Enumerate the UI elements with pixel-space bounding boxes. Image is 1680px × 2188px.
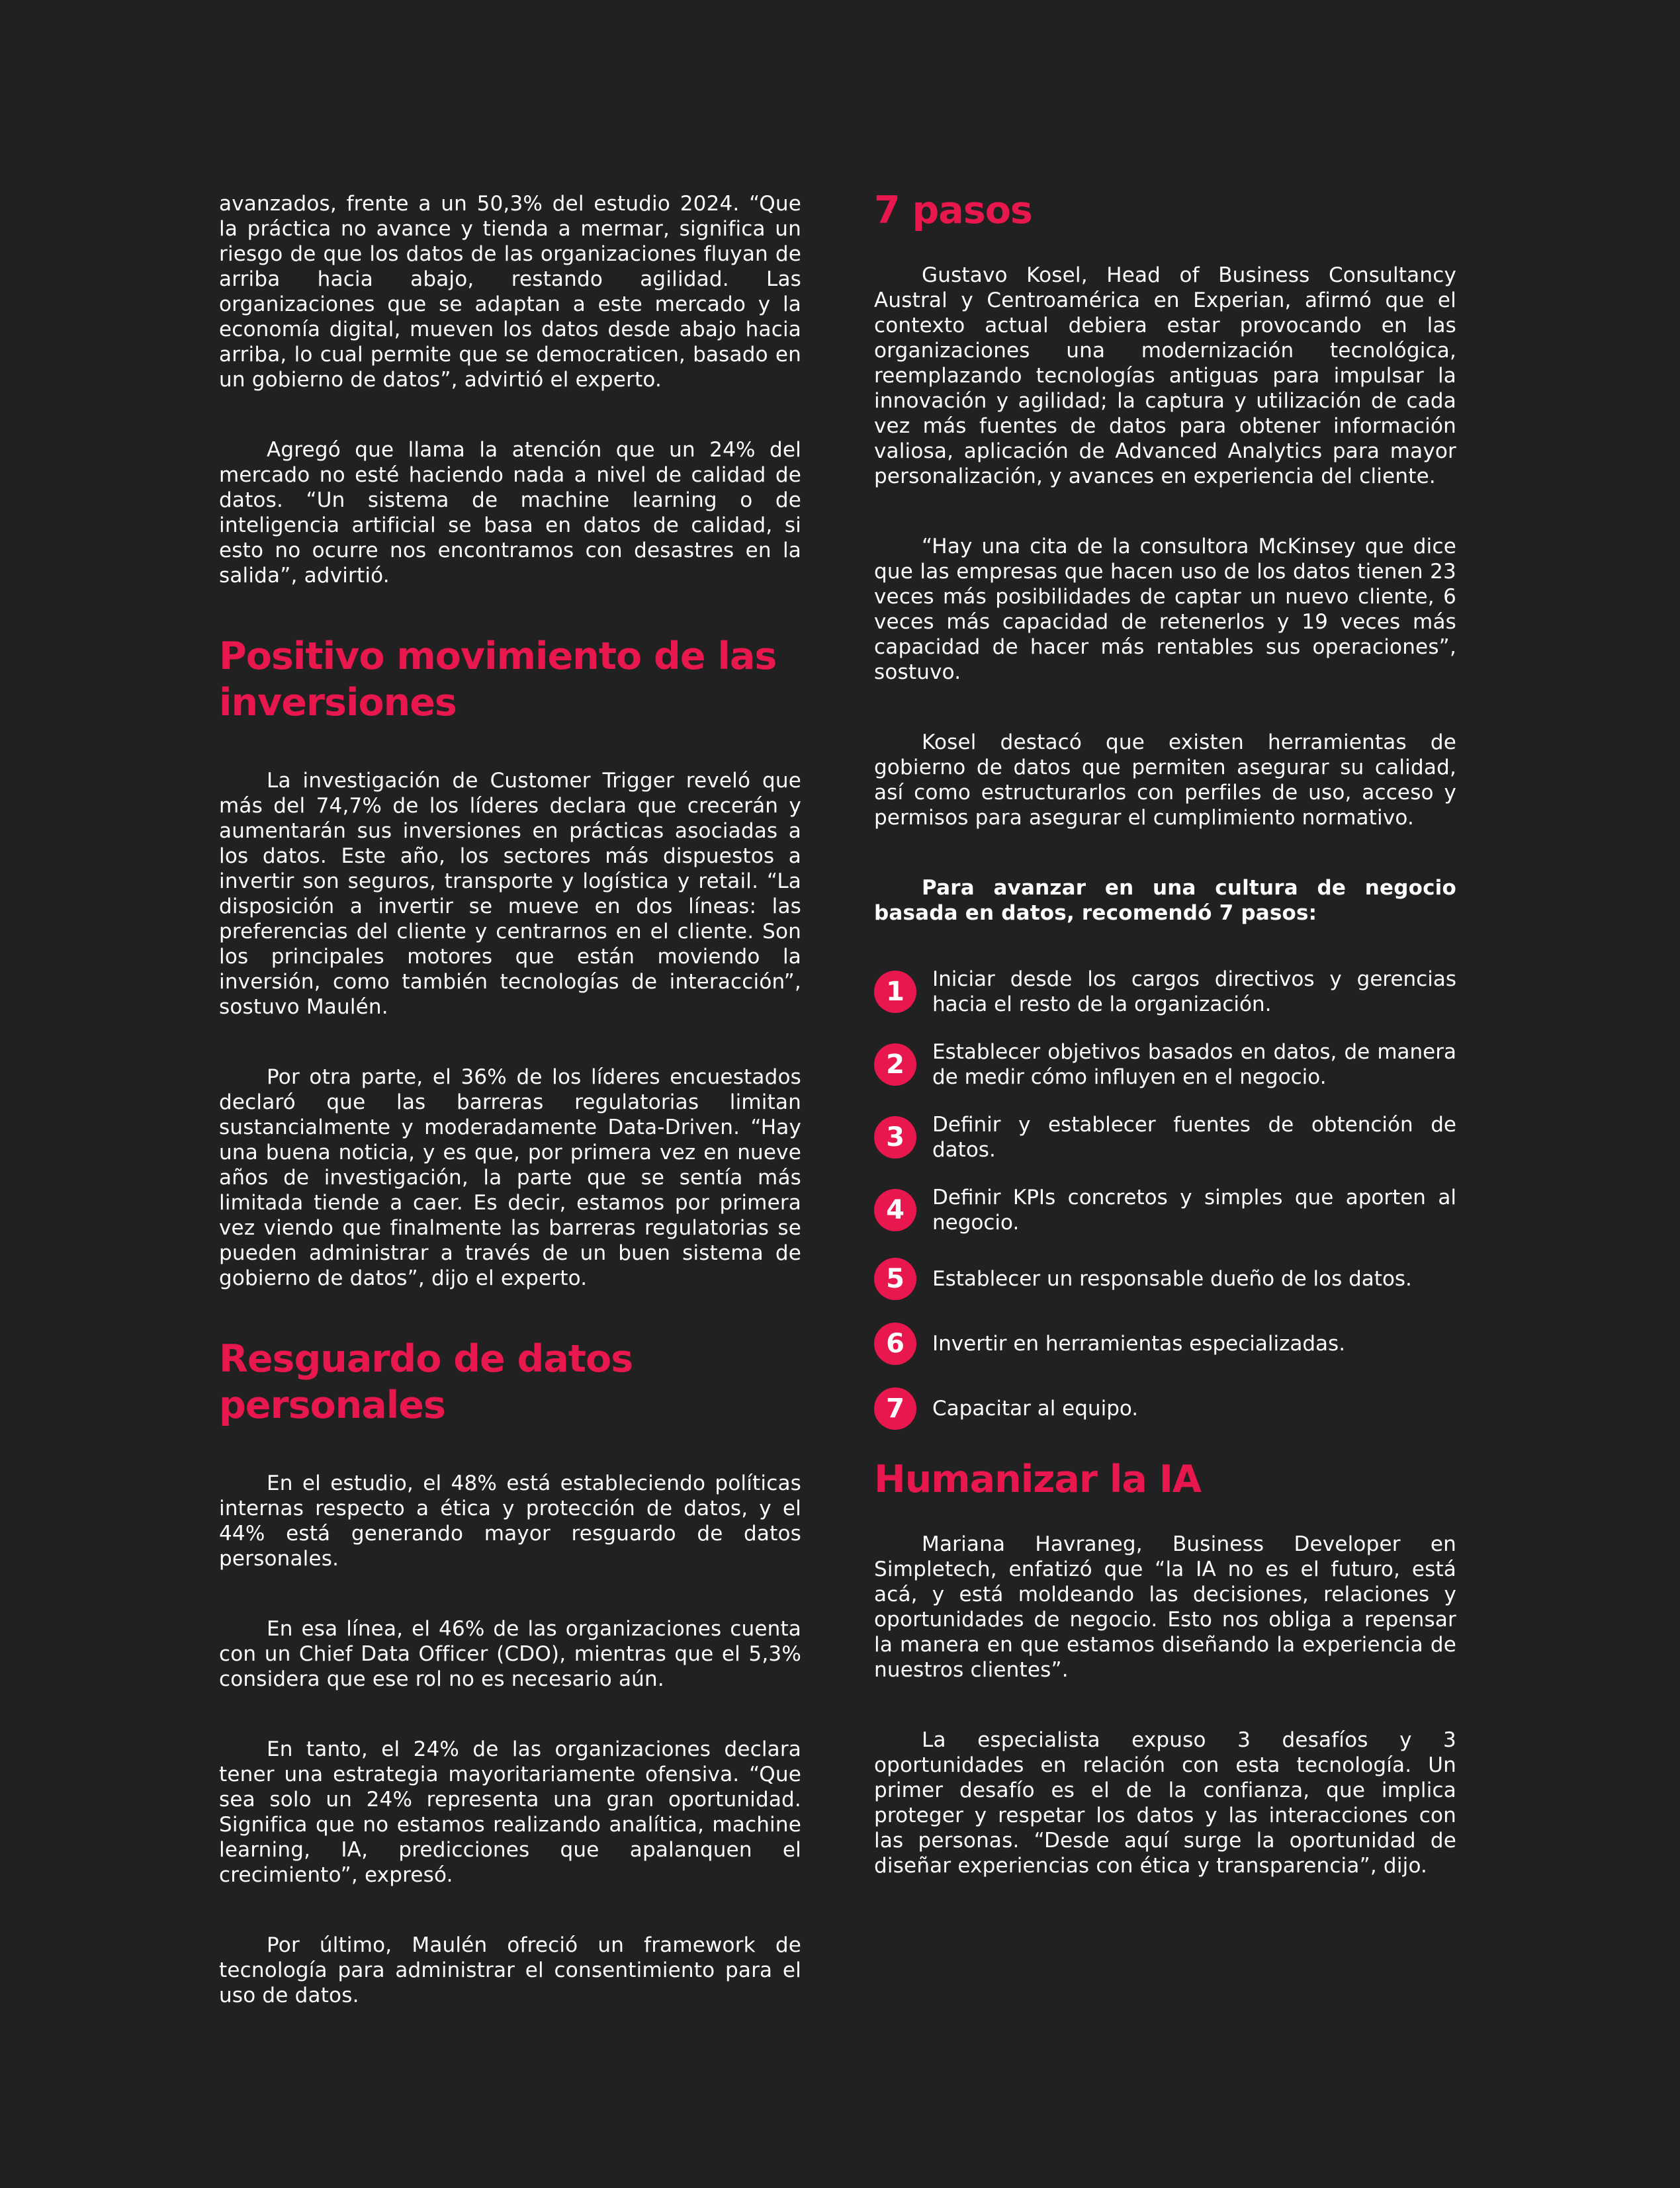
section-heading-privacy: Resguardo de datos personales [219, 1337, 633, 1427]
paragraph: Gustavo Kosel, Head of Business Consultancy Austral y Centroamérica en Experian, afirmó que el contexto actual debiera estar provocando en las organizaciones una modernización tecnológica, reemplazando tecnologías antiguas para impulsar la innovación y agilidad; la captura y utilización de cada vez más fuentes de datos para obtener información valiosa, aplicación de Advanced Analytics para mayor personalización, y avances en experiencia del cliente. [874, 263, 1456, 488]
section-heading-steps: 7 pasos [874, 189, 1032, 232]
list-item [874, 1387, 1456, 1430]
step-text: Iniciar desde los cargos directivos y gerencias hacia el resto de la organización. [932, 967, 1456, 1016]
paragraph: Por otra parte, el 36% de los líderes encuestados declaró que las barreras regulatorias limitan sustancialmente y moderadamente Data-Driven. “Hay una buena noticia, y es que, por primera vez en nueve años de investigación, la parte que se sentía más limitada tiende a caer. Es decir, estamos por primera vez viendo que finalmente las barreras regulatorias se pueden administrar a través de un buen sistema de gobierno de datos”, dijo el experto. [219, 1065, 801, 1290]
section-heading-investments: Positivo movimiento de las inversiones [219, 635, 777, 724]
step-number-badge: 6 [874, 1323, 916, 1365]
paragraph: Kosel destacó que existen herramientas de gobierno de datos que permiten asegurar su calidad, así como estructurarlos con perfiles de uso, acceso y permisos para asegurar el cumplimiento normativo. [874, 730, 1456, 830]
paragraph: La especialista expuso 3 desafíos y 3 oportunidades en relación con esta tecnología. Un primer desafío es el de la confianza, que implica proteger y respetar los datos y las interacciones con las personas. “Desde aquí surge la oportunidad de diseñar experiencias con ética y transparencia”, dijo. [874, 1728, 1456, 1878]
step-text: Definir y establecer fuentes de obtención de datos. [932, 1113, 1456, 1162]
list-item [874, 1323, 1456, 1365]
paragraph: Mariana Havraneg, Business Developer en Simpletech, enfatizó que “la IA no es el futuro, está acá, y está moldeando las decisiones, relaciones y oportunidades de negocio. Esto nos obliga a repensar la manera en que estamos diseñando la experiencia de nuestros clientes”. [874, 1532, 1456, 1682]
list-item [874, 1185, 1456, 1235]
list-item [874, 1039, 1456, 1090]
paragraph: En el estudio, el 48% está estableciendo políticas internas respecto a ética y protección de datos, y el 44% está generando mayor resguardo de datos personales. [219, 1471, 801, 1571]
steps-intro: Para avanzar en una cultura de negocio basada en datos, recomendó 7 pasos: [874, 876, 1456, 925]
paragraph: En tanto, el 24% de las organizaciones declara tener una estrategia mayoritariamente ofensiva. “Que sea solo un 24% representa una gran oportunidad. Significa que no estamos realizando analítica, machine learning, IA, predicciones que apalanquen el crecimiento”, expresó. [219, 1737, 801, 1887]
list-item [874, 1258, 1456, 1300]
list-item [874, 967, 1456, 1017]
step-number-badge: 4 [874, 1189, 916, 1231]
step-number-badge: 1 [874, 971, 916, 1013]
step-number-badge: 3 [874, 1116, 916, 1159]
paragraph: Por último, Maulén ofreció un framework de tecnología para administrar el consentimiento para el uso de datos. [219, 1933, 801, 2007]
paragraph: En esa línea, el 46% de las organizaciones cuenta con un Chief Data Officer (CDO), mientras que el 5,3% considera que ese rol no es necesario aún. [219, 1617, 801, 1691]
paragraph: avanzados, frente a un 50,3% del estudio 2024. “Que la práctica no avance y tienda a mermar, significa un riesgo de que los datos de las organizaciones fluyan de arriba hacia abajo, restando agilidad. Las organizaciones que se adaptan a este mercado y la economía digital, mueven los datos desde abajo hacia arriba, lo cual permite que se democraticen, basado en un gobierno de datos”, advirtió el experto. [219, 192, 801, 392]
step-number-badge: 7 [874, 1387, 916, 1430]
step-text: Establecer un responsable dueño de los datos. [932, 1267, 1412, 1291]
right-column [874, 187, 1456, 1923]
steps-list [874, 967, 1456, 1430]
step-number-badge: 2 [874, 1043, 916, 1086]
section-heading-ai: Humanizar la IA [874, 1458, 1202, 1501]
paragraph: La investigación de Customer Trigger reveló que más del 74,7% de los líderes declara que crecerán y aumentarán sus inversiones en prácticas asociadas a los datos. Este año, los sectores más dispuestos a invertir son seguros, transporte y logística y retail. “La disposición a invertir se mueve en dos líneas: las preferencias del cliente y centrarnos en el cliente. Son los principales motores que están moviendo la inversión, como también tecnologías de interacción”, sostuvo Maulén. [219, 769, 801, 1019]
step-number-badge: 5 [874, 1258, 916, 1300]
step-text: Capacitar al equipo. [932, 1397, 1139, 1421]
step-text: Definir KPIs concretos y simples que aporten al negocio. [932, 1186, 1456, 1235]
list-item [874, 1112, 1456, 1162]
paragraph: Agregó que llama la atención que un 24% del mercado no esté haciendo nada a nivel de calidad de datos. “Un sistema de machine learning o de inteligencia artificial se basa en datos de calidad, si esto no ocurre nos encontramos con desastres en la salida”, advirtió. [219, 438, 801, 588]
step-text: Invertir en herramientas especializadas. [932, 1332, 1346, 1356]
step-text: Establecer objetivos basados en datos, de manera de medir cómo influyen en el negocio. [932, 1040, 1456, 1089]
paragraph: “Hay una cita de la consultora McKinsey que dice que las empresas que hacen uso de los datos tienen 23 veces más posibilidades de captar un nuevo cliente, 6 veces más capacidad de retenerlos y 19 veces más capacidad de hacer más rentables sus operaciones”, sostuvo. [874, 535, 1456, 684]
left-column [219, 187, 801, 2053]
